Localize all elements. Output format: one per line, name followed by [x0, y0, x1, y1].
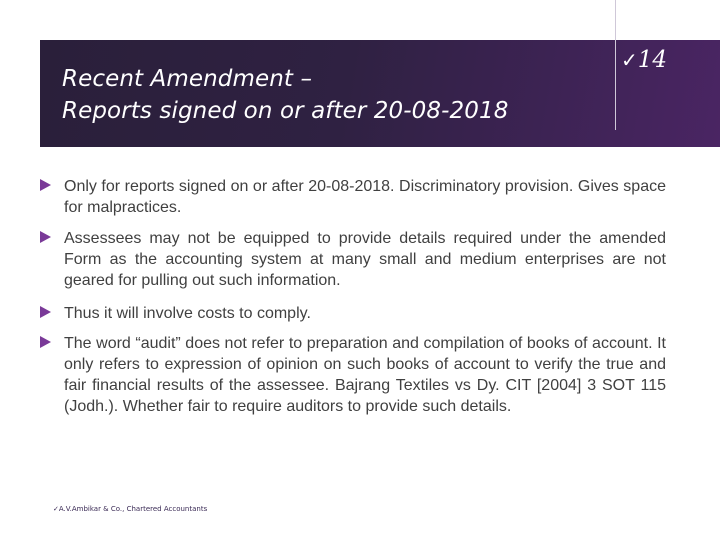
bullet-text: Assessees may not be equipped to provide details required under the amended Form as the accounting system at many small and medium enterprises are not geared for pulling out such information.	[64, 230, 666, 289]
bullet-arrow-icon	[40, 231, 51, 243]
title-banner	[40, 40, 720, 147]
bullet-text: Only for reports signed on or after 20-08-2018. Discriminatory provision. Gives space for malpractices.	[64, 178, 666, 216]
footer-credit: ✓A.V.Ambikar & Co., Chartered Accountants	[53, 505, 208, 513]
slide-title-line-2: Reports signed on or after 20-08-2018	[62, 98, 509, 124]
banner-divider	[615, 0, 616, 130]
bullet-arrow-icon	[40, 179, 51, 191]
bullet-arrow-icon	[40, 306, 51, 318]
page-number	[621, 46, 667, 73]
bullet-text: Thus it will involve costs to comply.	[64, 305, 311, 322]
bullet-arrow-icon	[40, 336, 51, 348]
page-number-value: 14	[637, 47, 668, 73]
checkmark-icon: ✓	[621, 48, 638, 72]
bullet-text: The word “audit” does not refer to preparation and compilation of books of account. It only refers to expression of opinion on such books of account to verify the true and fair financial results of the assessee. Bajrang Textiles vs Dy. CIT [2004] 3 SOT 115 (Jodh.). Whether fair to require auditors to provide such details.	[64, 335, 666, 415]
slide-title-line-1: Recent Amendment –	[62, 66, 313, 92]
